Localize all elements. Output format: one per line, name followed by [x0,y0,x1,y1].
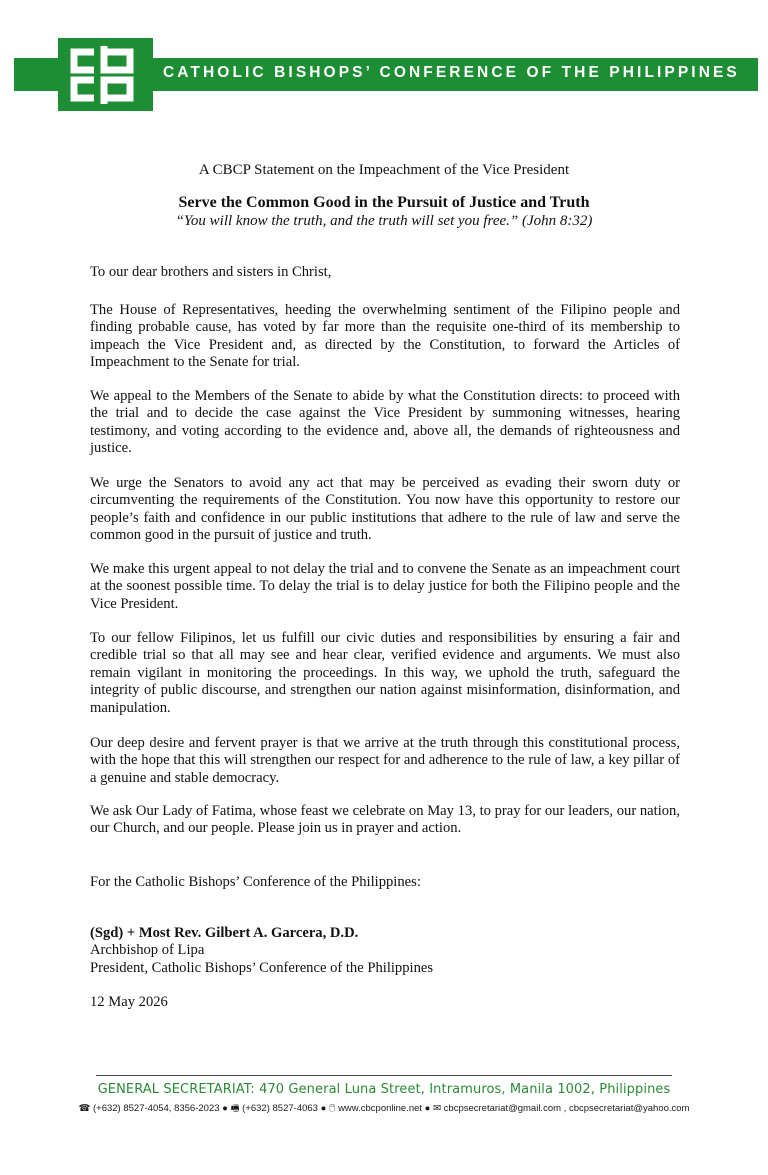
fax-icon: 🖷 [230,1103,240,1114]
phone-icon: ☎ [78,1103,91,1114]
email-icon: ✉ [433,1103,442,1114]
bullet-separator: ● [320,1103,327,1114]
web-icon: 🖱 [328,1103,336,1114]
footer-phone: (+632) 8527-4054, 8356-2023 [93,1103,220,1114]
signatory-name: (Sgd) + Most Rev. Gilbert A. Garcera, D.D. [90,925,359,941]
bullet-separator: ● [424,1103,431,1114]
salutation: To our dear brothers and sisters in Christ, [90,264,332,280]
scripture-quote: “You will know the truth, and the truth will set you free.” (John 8:32) [175,213,593,229]
paragraph-1: The House of Representatives, heeding the overwhelming sentiment of the Filipino people and finding probable cause, has voted by far more than the requisite one-third of its membership to impeach the Vice President and, as directed by the Constitution, to forward the Articles of Impeachment to the Senate for trial. [90,302,680,371]
footer-fax: (+632) 8527-4063 [242,1103,318,1114]
footer-divider [96,1075,672,1076]
document-date: 12 May 2026 [90,994,168,1010]
signatory-role: Archbishop of Lipa [90,942,205,958]
bullet-separator: ● [222,1103,228,1114]
statement-title: Serve the Common Good in the Pursuit of Justice and Truth [178,194,590,211]
paragraph-6: Our deep desire and fervent prayer is that we arrive at the truth through this constitutional process, with the hope that this will strengthen our respect for and adherence to the rule of law, a key pillar of a genuine and stable democracy. [90,735,680,786]
footer-emails[interactable]: cbcpsecretariat@gmail.com , cbcpsecretariat@yahoo.com [443,1103,690,1114]
footer-address: GENERAL SECRETARIAT: 470 General Luna Street, Intramuros, Manila 1002, Philippines [97,1082,671,1097]
paragraph-3: We urge the Senators to avoid any act that may be perceived as evading their sworn duty or circumventing the requirements of the Constitution. You now have this opportunity to restore our people’s faith and confidence in our public institutions that adhere to the rule of law and serve the common good in the pursuit of justice and truth. [90,475,680,544]
paragraph-7: We ask Our Lady of Fatima, whose feast we celebrate on May 13, to pray for our leaders, our nation, our Church, and our people. Please join us in prayer and action. [90,803,680,837]
signatory-position: President, Catholic Bishops’ Conference of the Philippines [90,960,434,976]
paragraph-2: We appeal to the Members of the Senate to abide by what the Constitution directs: to proceed with the trial and to decide the case against the Vice President by summoning witnesses, hearing testimony, and voting according to the evidence and, above all, the demands of righteousness and justice. [90,388,680,457]
footer-contacts [0,1101,768,1117]
statement-subtitle: A CBCP Statement on the Impeachment of the Vice President [198,162,570,178]
paragraph-5: To our fellow Filipinos, let us fulfill our civic duties and responsibilities by ensuring a fair and credible trial so that all may see and hear clear, verified evidence and arguments. We must also remain vigilant in monitoring the proceedings. In this way, we uphold the truth, safeguard the integrity of public discourse, and strengthen our nation against misinformation, disinformation, and manipulation. [90,630,680,716]
cbcp-logo [58,38,153,111]
closing-line: For the Catholic Bishops’ Conference of the Philippines: [90,874,421,890]
footer-website[interactable]: www.cbcponline.net [338,1103,423,1114]
paragraph-4: We make this urgent appeal to not delay the trial and to convene the Senate as an impeachment court at the soonest possible time. To delay the trial is to delay justice for both the Filipino people and the Vice President. [90,561,680,612]
organization-name: CATHOLIC BISHOPS’ CONFERENCE OF THE PHILIPPINES [163,64,740,81]
